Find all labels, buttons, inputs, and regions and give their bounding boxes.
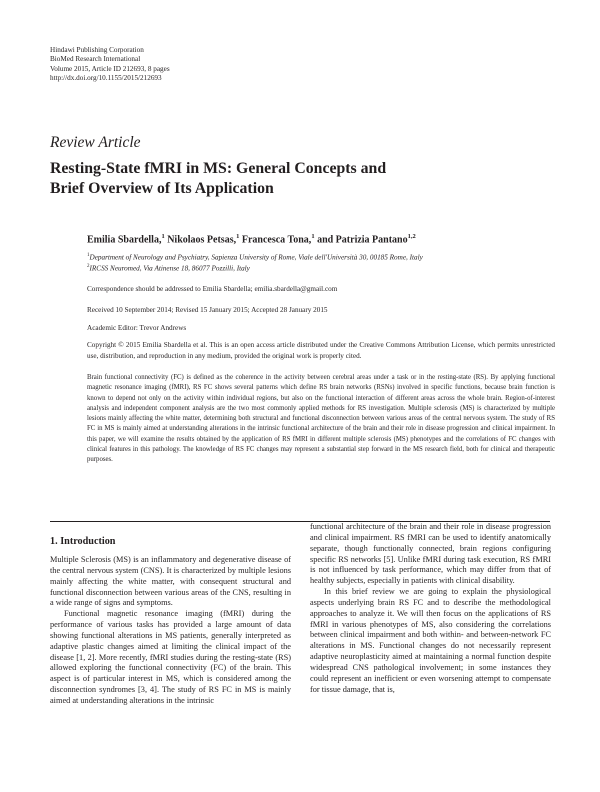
- affiliation: [87, 253, 423, 261]
- academic-editor: Academic Editor: Trevor Andrews: [87, 324, 187, 332]
- title-line: Resting-State fMRI in MS: General Concepts and: [50, 160, 387, 177]
- author-name: and Patrizia Pantano: [317, 234, 408, 246]
- author-list: [87, 233, 416, 245]
- title-line: Brief Overview of Its Application: [50, 180, 274, 197]
- correspondence: Correspondence should be addressed to Emilia Sbardella; emilia.sbardella@gmail.com: [87, 285, 338, 293]
- abstract: Brain functional connectivity (FC) is defined as the coherence in the activity between cerebral areas under a task or in the resting-state (RS). By applying functional magnetic resonance imaging (fMRI), RS FC shows several patterns which define RS brain networks (RSNs) involved in specific functions, because brain function is known to depend not only on the activity within individual regions, but also on the functional interaction of different areas across the whole brain. Region-of-interest analysis and independent component analysis are the two most commonly applied methods for RS investigation. Multiple sclerosis (MS) is characterized by multiple lesions mainly affecting the white matter, determining both structural and functional disconnection between various areas of the central nervous system. The study of RS FC in MS is mainly aimed at understanding alterations in the intrinsic functional architecture of the brain and their role in disease progression and clinical impairment. In this paper, we will examine the results obtained by the application of RS fMRI in different multiple sclerosis (MS) phenotypes and the correlations of FC changes with clinical features in this pathology. The knowledge of RS FC changes may represent a substantial step forward in the MS research field, both for clinical and therapeutic purposes.: [87, 374, 555, 464]
- journal-header: [50, 46, 170, 83]
- affiliation-mark: 2: [87, 264, 90, 269]
- affiliation-text: IRCSS Neuromed, Via Atinense 18, 86077 Pozzilli, Italy: [89, 264, 250, 273]
- body-paragraph: In this brief review we are going to explain the physiological aspects underlying brain RS FC and to describe the methodological approaches to analyze it. We will then focus on the applications of RS fMRI in various phenotypes of MS, also considering the correlations between clinical impairment and both within- and between-network FC alterations in MS. Functional changes do not necessarily represent adaptive neuroplasticity aimed at maintaining a normal function despite widespread CNS pathological involvement; in some instances they could represent an inefficient or even worsening attempt to compensate for tissue damage, that is,: [310, 587, 551, 694]
- copyright-notice: Copyright © 2015 Emilia Sbardella et al. This is an open access article distributed under the Creative Commons Attribution License, which permits unrestricted use, distribution, and reproduction in any medium, provided the original work is properly cited.: [87, 341, 555, 360]
- left-column: [50, 555, 291, 707]
- body-paragraph: Functional magnetic resonance imaging (fMRI) during the performance of various tasks has provided a large amount of data showing functional alterations in MS patients, generally interpreted as adaptive plastic changes aimed at limiting the clinical impact of the disease [1, 2]. More recently, fMRI studies during the resting-state (RS) allowed exploring the functional connectivity (FC) of the brain. This aspect is of particular interest in MS, which is considered among the disconnection syndromes [3, 4]. The study of RS FC in MS is mainly aimed at understanding alterations in the intrinsic: [50, 609, 291, 705]
- volume-line: Volume 2015, Article ID 212693, 8 pages: [50, 64, 170, 73]
- right-column: [310, 522, 551, 696]
- author-name: Nikolaos Petsas,: [167, 234, 237, 246]
- article-type: Review Article: [50, 134, 141, 151]
- affiliation-text: Department of Neurology and Psychiatry, Sapienza University of Rome, Viale dell'Università 30, 00185 Rome, Italy: [89, 253, 423, 262]
- author-name: Emilia Sbardella,: [87, 234, 162, 246]
- affiliation: [87, 264, 250, 272]
- section-heading: 1. Introduction: [50, 536, 116, 547]
- publisher-line: Hindawi Publishing Corporation: [50, 46, 144, 54]
- author-affiliation-mark: 1: [236, 233, 240, 240]
- journal-line: BioMed Research International: [50, 55, 141, 64]
- author-affiliation-mark: 1: [161, 233, 165, 240]
- article-dates: Received 10 September 2014; Revised 15 January 2015; Accepted 28 January 2015: [87, 306, 328, 314]
- body-paragraph: functional architecture of the brain and their role in disease progression and clinical impairment. RS fMRI can be used to identify anatomically separate, though functionally connected, brain regions configuring specific RS networks [5]. Unlike fMRI during task execution, RS fMRI is not influenced by task performance, which may differ from that of healthy subjects, especially in patients with clinical disability.: [310, 522, 551, 586]
- author-affiliation-mark: 1,2: [407, 233, 416, 240]
- body-paragraph: Multiple Sclerosis (MS) is an inflammatory and degenerative disease of the central nervous system (CNS). It is characterized by multiple lesions mainly affecting the white matter, with consequent structural and functional disconnection between various areas of the CNS, resulting in a wide range of signs and symptoms.: [50, 555, 291, 608]
- doi-link[interactable]: http://dx.doi.org/10.1155/2015/212693: [50, 73, 162, 82]
- author-affiliation-mark: 1: [311, 233, 315, 240]
- paper-title: [50, 159, 550, 199]
- author-name: Francesca Tona,: [241, 234, 312, 246]
- affiliation-mark: 1: [87, 253, 90, 258]
